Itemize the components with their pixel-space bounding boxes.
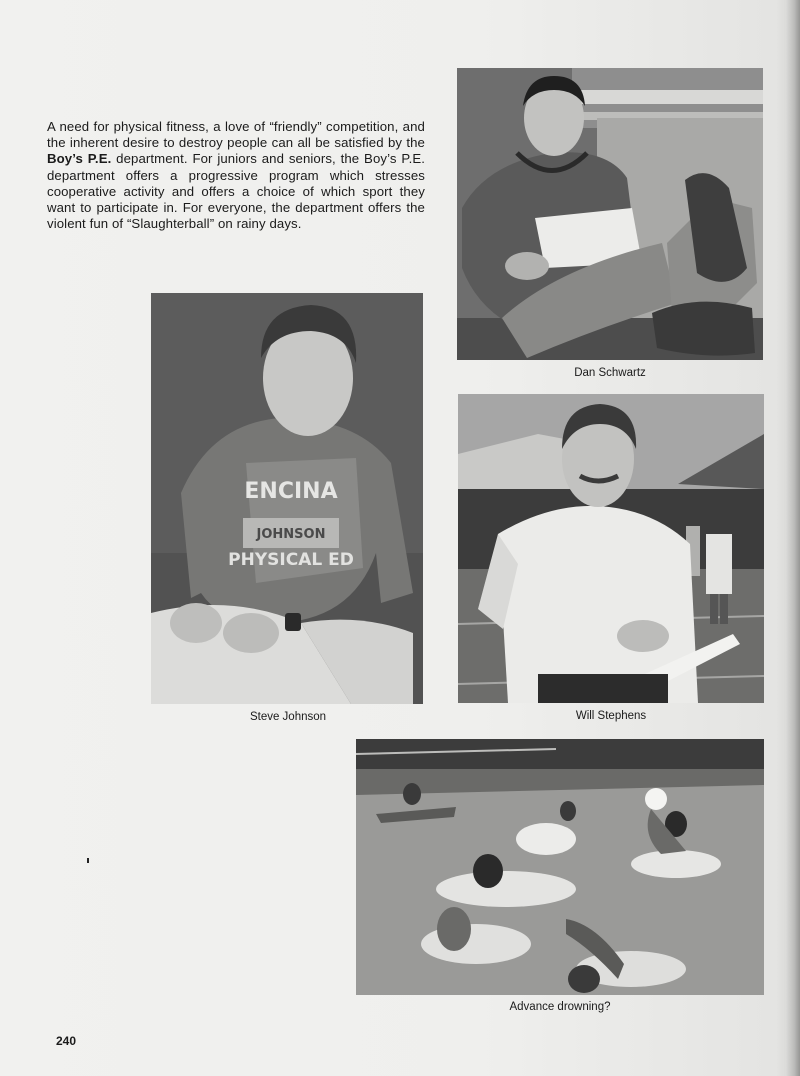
page-binding-shadow [786,0,800,1076]
photo-pool-advance-drowning [356,739,764,995]
steve-shirt-line2: JOHNSON [256,527,326,542]
caption-dan-schwartz: Dan Schwartz [574,367,646,379]
intro-bold-dept: Boy’s P.E. [47,151,112,167]
caption-steve-johnson: Steve Johnson [249,711,327,723]
intro-text-end: department. For juniors and seniors, the Boy’s P.E. department offers a progressive program which stresses cooperative activity and offers a choice of which sport they want to participate in. For everyone, the department offers the violent fun of “Slaughterball” on rainy days. [47,151,425,232]
intro-paragraph [47,119,425,232]
page-number: 240 [56,1034,77,1048]
photo-dan-schwartz [457,68,763,360]
photo-will-stephens [458,394,764,703]
caption-will-stephens: Will Stephens [575,710,647,722]
print-speck [87,858,89,863]
photo-steve-johnson [151,293,423,704]
steve-shirt-line1: ENCINA [244,479,338,504]
intro-text-start: A need for physical fitness, a love of “friendly” competition, and the inherent desire to destroy people can all be satisfied by the [47,119,425,151]
steve-shirt-line3: PHYSICAL ED [228,550,354,570]
caption-pool: Advance drowning? [509,1001,611,1013]
